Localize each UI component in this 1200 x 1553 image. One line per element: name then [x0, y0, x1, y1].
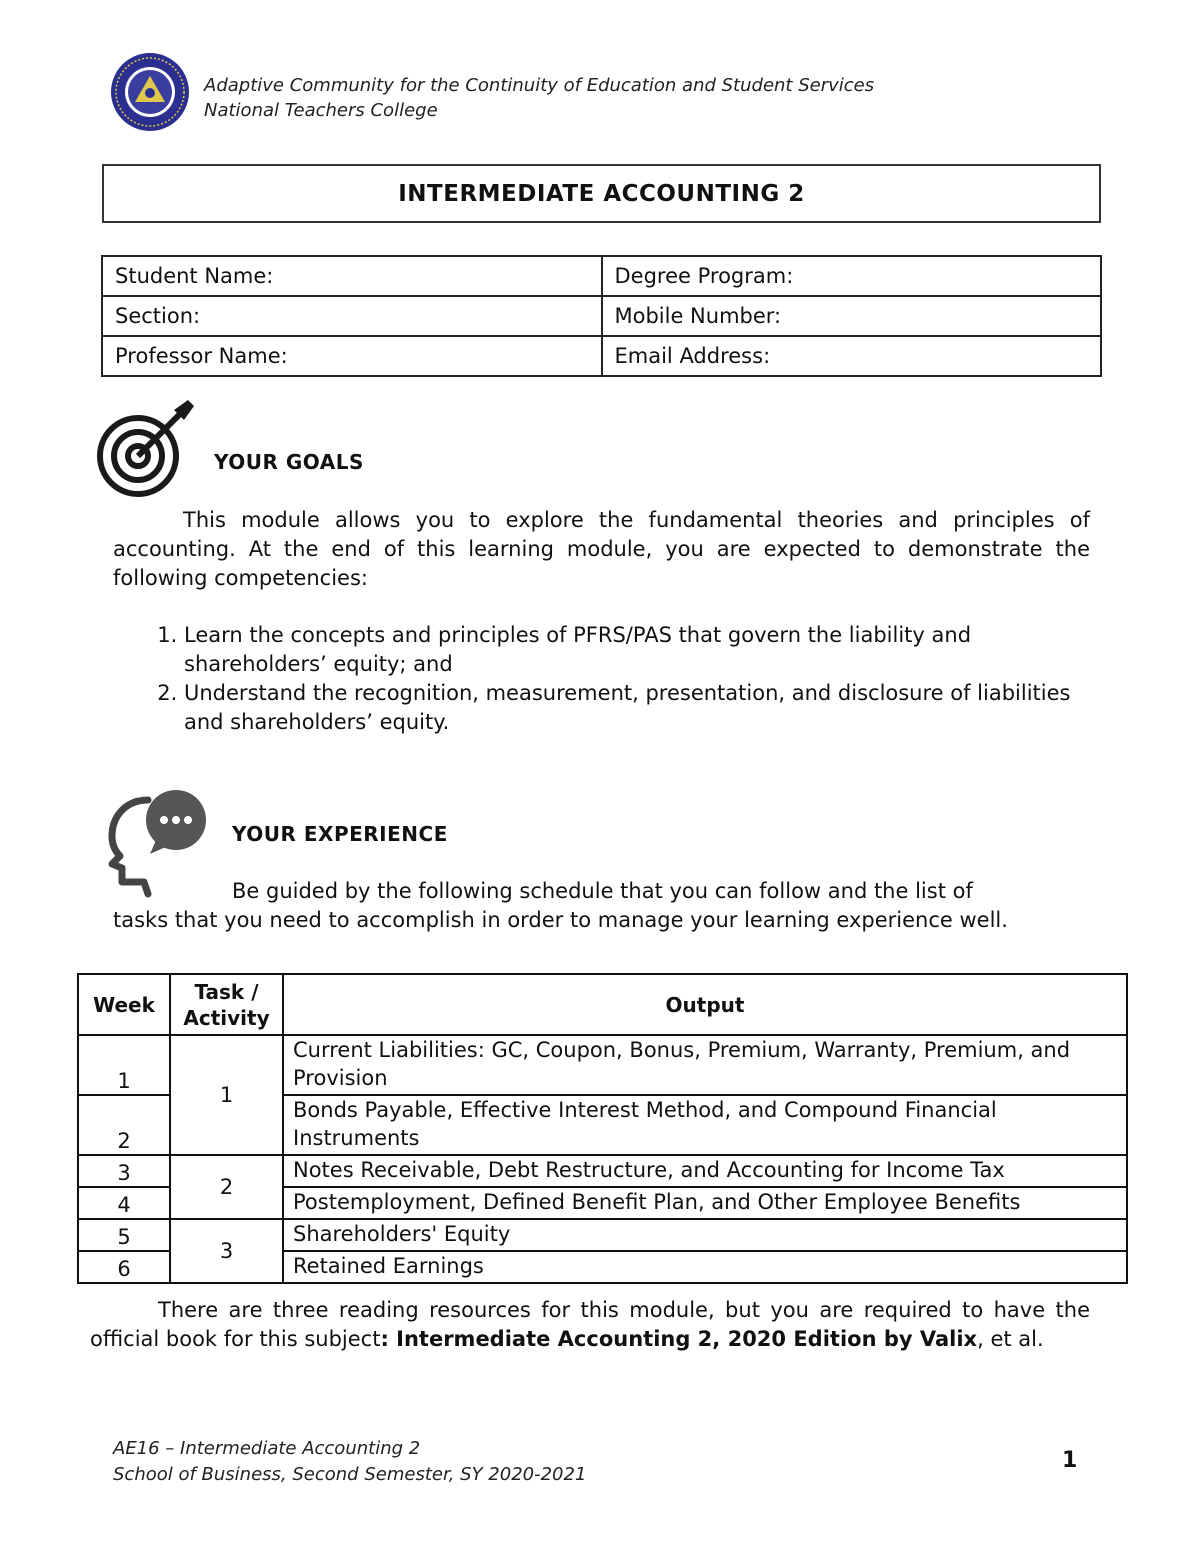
- week-cell: 5: [78, 1219, 170, 1251]
- goals-intro-paragraph: [113, 506, 1090, 593]
- competency-item: 1. Learn the concepts and principles of PFRS/PAS that govern the liability and shareholders’ equity; and: [184, 621, 1084, 679]
- mobile-number-field[interactable]: Mobile Number:: [602, 296, 1102, 336]
- output-cell: Current Liabilities: GC, Coupon, Bonus, Premium, Warranty, Premium, and Provision: [283, 1035, 1127, 1095]
- competencies-list: [142, 621, 1084, 737]
- output-cell: Shareholders' Equity: [283, 1219, 1127, 1251]
- week-cell: 2: [78, 1095, 170, 1155]
- week-column-header: Week: [78, 974, 170, 1035]
- target-icon: [96, 400, 200, 500]
- table-row: [78, 1219, 1127, 1251]
- experience-text-line-2: tasks that you need to accomplish in order to manage your learning experience well.: [113, 908, 1008, 932]
- output-cell: Bonds Payable, Effective Interest Method, and Compound Financial Instruments: [283, 1095, 1127, 1155]
- degree-program-field[interactable]: Degree Program:: [602, 256, 1102, 296]
- schedule-table: [77, 973, 1128, 1284]
- header-institution: [204, 73, 874, 123]
- resources-suffix: , et al.: [977, 1327, 1044, 1351]
- output-cell: Retained Earnings: [283, 1251, 1127, 1283]
- student-name-field[interactable]: Student Name:: [102, 256, 602, 296]
- resources-colon: :: [380, 1327, 397, 1351]
- output-cell: Postemployment, Defined Benefit Plan, and Other Employee Benefits: [283, 1187, 1127, 1219]
- footer-course-line: AE16 – Intermediate Accounting 2: [113, 1438, 421, 1459]
- goals-intro-text: This module allows you to explore the fundamental theories and principles of accounting. At the end of this learning module, you are expected to demonstrate the following competencies:: [113, 508, 1090, 590]
- student-info-table: [101, 255, 1102, 377]
- college-seal-logo: [110, 52, 190, 132]
- goals-heading: YOUR GOALS: [214, 450, 364, 474]
- section-field[interactable]: Section:: [102, 296, 602, 336]
- competency-item: 2. Understand the recognition, measurement, presentation, and disclosure of liabilities and shareholders’ equity.: [184, 679, 1084, 737]
- header-line-1: Adaptive Community for the Continuity of Education and Student Services: [204, 75, 875, 96]
- page-footer: [113, 1436, 586, 1488]
- task-cell: 3: [170, 1219, 283, 1283]
- week-cell: 3: [78, 1155, 170, 1187]
- week-cell: 4: [78, 1187, 170, 1219]
- experience-text-line-1: Be guided by the following schedule that you can follow and the list of: [232, 879, 973, 903]
- table-row: [78, 1155, 1127, 1187]
- email-address-field[interactable]: Email Address:: [602, 336, 1102, 376]
- week-cell: 6: [78, 1251, 170, 1283]
- resources-text: There are three reading resources for this module, but you are required to have the official book for this subject: [90, 1298, 1090, 1351]
- footer-school-line: School of Business, Second Semester, SY 2020-2021: [113, 1464, 587, 1485]
- week-cell: 1: [78, 1035, 170, 1095]
- resources-paragraph: [90, 1296, 1090, 1354]
- page-number: 1: [1062, 1448, 1078, 1473]
- output-cell: Notes Receivable, Debt Restructure, and Accounting for Income Tax: [283, 1155, 1127, 1187]
- table-row: [78, 1035, 1127, 1095]
- task-column-header: Task / Activity: [170, 974, 283, 1035]
- document-title: INTERMEDIATE ACCOUNTING 2: [102, 164, 1101, 223]
- experience-heading: YOUR EXPERIENCE: [232, 822, 448, 846]
- header-line-2: National Teachers College: [204, 100, 438, 121]
- head-speech-bubble-icon: [104, 790, 214, 898]
- output-column-header: Output: [283, 974, 1127, 1035]
- required-book-title: Intermediate Accounting 2, 2020 Edition by Valix: [396, 1327, 978, 1351]
- task-cell: 1: [170, 1035, 283, 1155]
- professor-name-field[interactable]: Professor Name:: [102, 336, 602, 376]
- task-cell: 2: [170, 1155, 283, 1219]
